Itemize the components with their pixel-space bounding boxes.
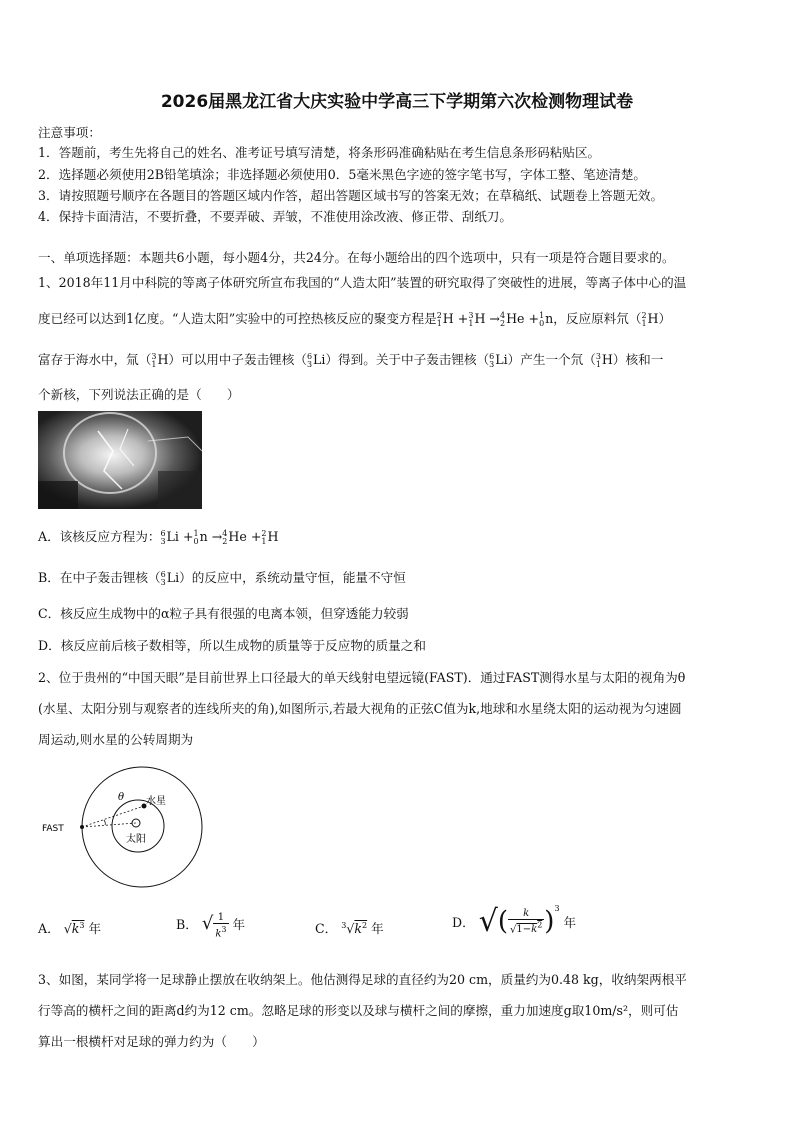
q2-line-3: 周运动,则水星的公转周期为 [38,732,194,747]
q3-line-3: 算出一根横杆对足球的弹力约为（ ） [38,1034,265,1049]
q1-option-b[interactable]: B．在中子轰击锂核（ 6 3 Li）的反应中，系统动量守恒，能量不守恒 [38,569,406,587]
sun-label: 太阳 [126,834,146,845]
q1-line-4: 个新核，下列说法正确的是（ ） [38,387,240,402]
section-heading: 一、单项选择题：本题共6小题，每小题4分，共24分。在每小题给出的四个选项中，只有一项是符合题目要求的。 [38,250,675,265]
notes-item-3: 3．请按照题号顺序在各题目的答题区域内作答，超出答题区域书写的答案无效；在草稿纸、试题卷上答题无效。 [38,188,664,203]
notes-item-4: 4．保持卡面清洁，不要折叠，不要弄破、弄皱，不准使用涂改液、修正带、刮纸刀。 [38,209,512,224]
earth-orbit [82,767,202,887]
theta-label: θ [118,792,125,803]
q2-option-a[interactable]: A． $√k^3$ 年 [38,920,102,936]
mercury-label: 水星 [146,796,166,807]
fast-label: FAST [42,824,64,834]
q1-line-2b: ，反应原料氘（ [553,311,642,326]
q1-line-1: 1、2018年11月中科院的等离子体研究所宣布我国的“人造太阳”装置的研究取得了突破性的进展，等离子体中心的温 [38,275,687,290]
q2-option-c[interactable]: C． $^3√k^2$ 年 [315,920,384,936]
notes-item-2: 2．选择题必须使用2B铅笔填涂；非选择题必须使用0．5毫米黑色字迹的签字笔书写，字体工整、笔迹清楚。 [38,167,647,182]
q3-line-2: 行等高的横杆之间的距离d约为12 cm。忽略足球的形变以及球与横杆之间的摩擦，重力加速度g取10m/s²，则可估 [38,1003,679,1018]
plasma-photo [38,411,202,509]
q1-option-c[interactable]: C．核反应生成物中的α粒子具有很强的电离本领，但穿透能力较弱 [38,606,409,621]
q2-option-d[interactable]: D． √( $\frac{k}{√1-k^2}$ )$^3$ 年 [452,904,577,939]
q2-line-2: (水星、太阳分别与观察者的连线所夹的角),如图所示,若最大视角的正弦C值为k,地球和水星绕太阳的运动视为匀速圆 [38,701,682,716]
q2-option-b[interactable]: B． √ $\frac{1}{k^3}$ 年 [176,912,246,940]
notes-item-1: 1．答题前，考生先将自己的姓名、准考证号填写清楚，将条形码准确粘贴在考生信息条形码粘贴区。 [38,145,601,160]
fusion-equation: 2 1 H + 3 1 H → 4 2 He + 1 0 n [436,310,554,328]
q1-line-2: 度已经可以达到1亿度。“人造太阳”实验中的可控热核反应的聚变方程是 2 1 H + 3 1 H → 4 2 He + 1 0 n，反应原料氘（ 2 1 H） [38,310,672,328]
q1-line-2a: 度已经可以达到1亿度。“人造太阳”实验中的可控热核反应的聚变方程是 [38,311,437,326]
orbit-diagram [38,766,218,891]
page-title: 2026届黑龙江省大庆实验中学高三下学期第六次检测物理试卷 [160,92,634,112]
q1-option-d[interactable]: D．核反应前后核子数相等，所以生成物的质量等于反应物的质量之和 [38,638,426,653]
q1-line-3: 富存于海水中，氚（ 3 1 H）可以用中子轰击锂核（ 6 3 Li）得到。关于中子轰击锂核（ 6 3 Li）产生一个氘（ 3 1 H）核和一 [38,351,664,369]
q1-option-a[interactable]: A．该核反应方程为： 6 3 Li + 1 0 n → 4 2 He + 2 1 H [38,528,279,546]
q3-line-1: 3、如图，某同学将一足球静止摆放在收纳架上。他估测得足球的直径约为20 cm，质量约为0.48 kg，收纳架两根平 [38,972,687,987]
notes-heading: 注意事项： [38,125,101,140]
q2-line-1: 2、位于贵州的“中国天眼”是目前世界上口径最大的单天线射电望远镜(FAST)．通过FAST测得水星与太阳的视角为θ [38,670,686,685]
